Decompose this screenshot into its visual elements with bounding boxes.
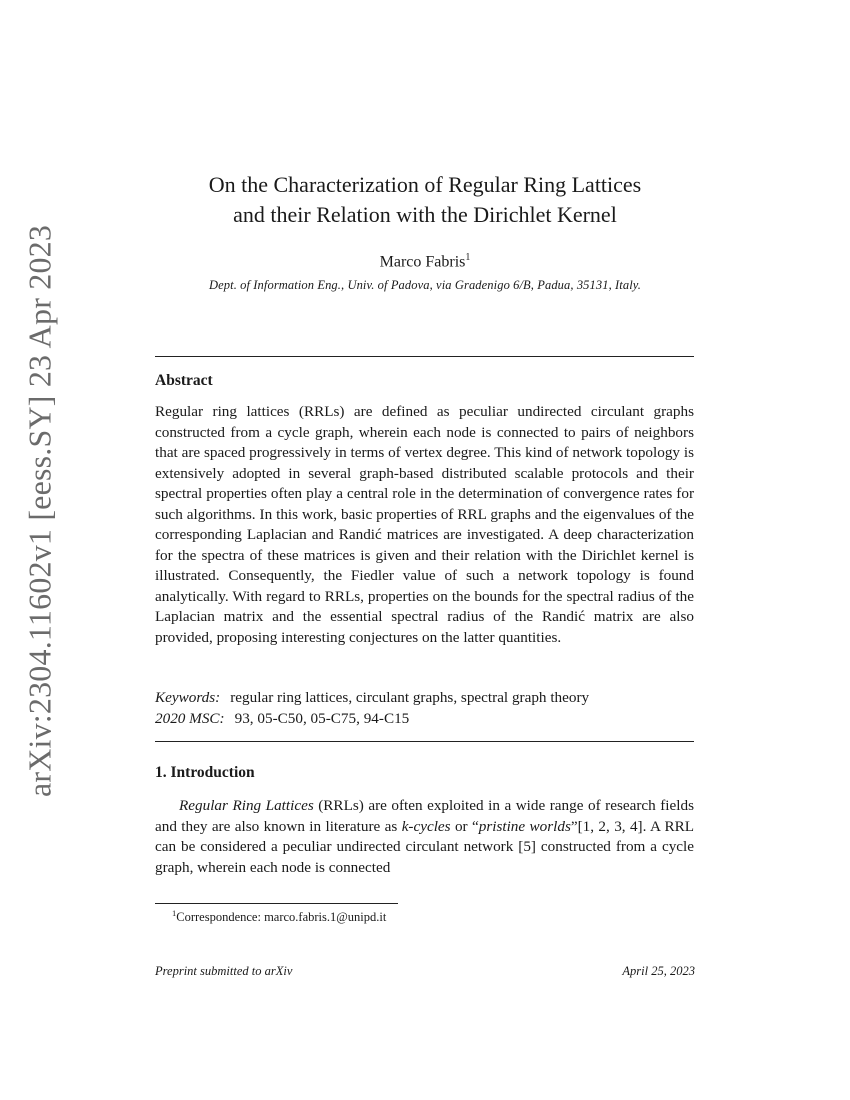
author-footnote-mark: 1 bbox=[465, 252, 471, 263]
footer-preprint-note: Preprint submitted to arXiv bbox=[155, 964, 293, 978]
author-name: Marco Fabris bbox=[379, 253, 466, 271]
introduction-paragraph bbox=[155, 796, 694, 879]
author bbox=[155, 252, 695, 271]
footnote-mark: 1 bbox=[172, 908, 177, 918]
msc-line bbox=[155, 710, 694, 728]
footer-date: April 25, 2023 bbox=[622, 964, 695, 978]
abstract-bottom-rule bbox=[155, 741, 694, 742]
term-pristine-worlds: pristine worlds bbox=[478, 817, 571, 835]
msc-value: 93, 05-C50, 05-C75, 94-C15 bbox=[234, 710, 410, 727]
intro-text-c: ”[1, 2, 3, 4]. A RRL can be considered a peculiar undirected circulant network [5] constructed from a cycle graph, wherein each node is connected bbox=[155, 817, 694, 877]
footnote-text: Correspondence: marco.fabris.1@unipd.it bbox=[176, 910, 387, 925]
intro-text-a: (RRLs) are often exploited in a wide range of research fields and they are also known in literature as bbox=[155, 797, 694, 835]
author-affiliation: Dept. of Information Eng., Univ. of Padova, via Gradenigo 6/B, Padua, 35131, Italy. bbox=[209, 278, 641, 292]
abstract-heading: Abstract bbox=[155, 372, 213, 389]
introduction-heading: 1. Introduction bbox=[155, 764, 255, 781]
term-regular-ring-lattices: Regular Ring Lattices bbox=[179, 797, 314, 814]
keywords-value: regular ring lattices, circulant graphs, spectral graph theory bbox=[230, 689, 590, 706]
title-line-1: On the Characterization of Regular Ring Lattices bbox=[208, 172, 642, 197]
paper-title bbox=[155, 170, 695, 230]
term-k-cycles: k-cycles bbox=[401, 817, 451, 835]
intro-text-b: or “ bbox=[450, 817, 479, 835]
footnote bbox=[172, 908, 386, 925]
arxiv-identifier-stamp: arXiv:2304.11602v1 [eess.SY] 23 Apr 2023 bbox=[21, 224, 58, 798]
abstract-top-rule bbox=[155, 356, 694, 357]
title-line-2: and their Relation with the Dirichlet Kernel bbox=[233, 202, 617, 227]
footnote-rule bbox=[155, 903, 398, 904]
keywords-label: Keywords: bbox=[155, 689, 221, 706]
abstract-text: Regular ring lattices (RRLs) are defined as peculiar undirected circulant graphs constructed from a cycle graph, wherein each node is connected to pairs of neighbors that are spaced progressively in terms of vertex degree. This kind of network topology is extensively adopted in several graph-based distributed scalable protocols and their spectral properties often play a central role in the determination of convergence rates for such algorithms. In this work, basic properties of RRL graphs and the eigenvalues of the corresponding Laplacian and Randić matrices are investigated. A deep characterization for the spectra of these matrices is given and their relation with the Dirichlet kernel is illustrated. Consequently, the Fiedler value of such a network topology is found analytically. With regard to RRLs, properties on the bounds for the spectral radius of the Laplacian matrix and the essential spectral radius of the Randić matrix are also provided, proposing interesting conjectures on the latter quantities. bbox=[155, 403, 694, 646]
keywords-line bbox=[155, 689, 694, 707]
msc-label: 2020 MSC: bbox=[155, 710, 225, 727]
